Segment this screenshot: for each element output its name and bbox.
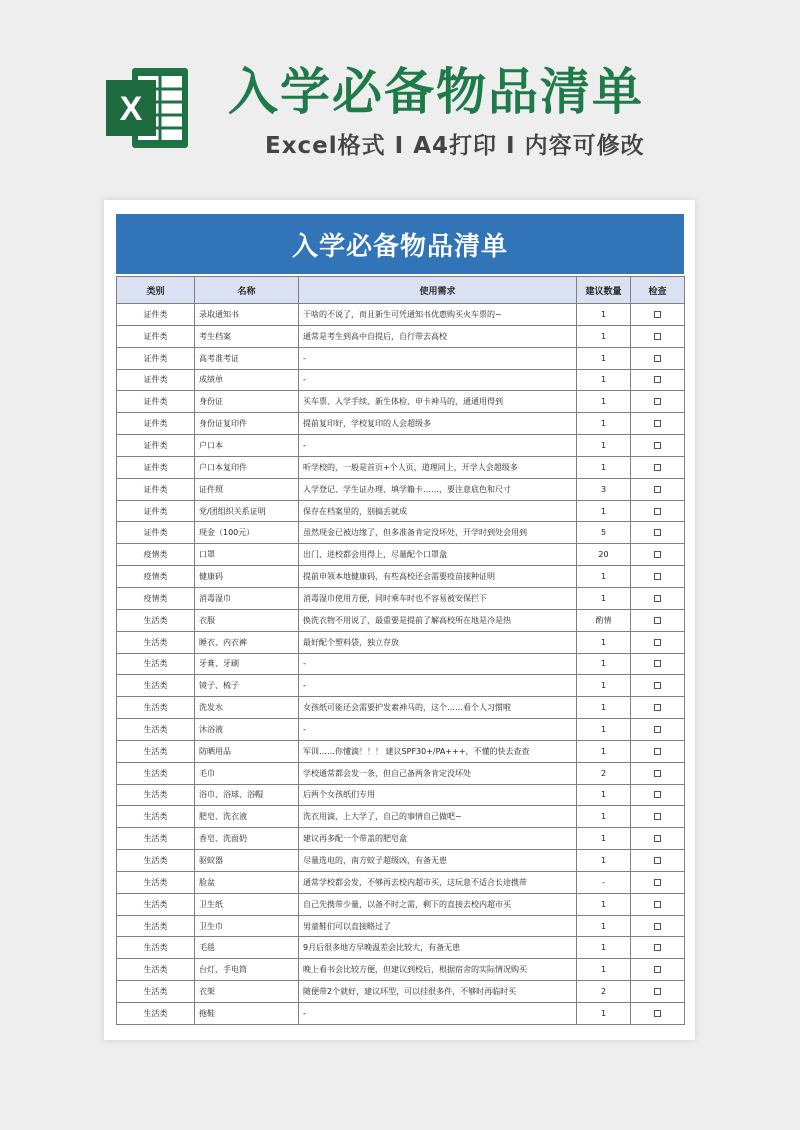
check-cell[interactable]: [631, 566, 685, 588]
item-name-cell: 毛巾: [195, 762, 299, 784]
checkbox[interactable]: [654, 355, 661, 362]
table-row: [117, 1003, 685, 1025]
category-cell: 证件类: [117, 347, 195, 369]
checkbox[interactable]: [654, 857, 661, 864]
table-row: [117, 937, 685, 959]
usage-cell: 换洗衣物不用说了，最重要是提前了解高校所在地是冷是热: [299, 609, 577, 631]
quantity-cell: 2: [577, 981, 631, 1003]
usage-cell: 尽量选电的，南方蚊子超级凶，有备无患: [299, 850, 577, 872]
check-cell[interactable]: [631, 981, 685, 1003]
quantity-cell: 1: [577, 697, 631, 719]
item-name-cell: 口罩: [195, 544, 299, 566]
item-name-cell: 身份证: [195, 391, 299, 413]
quantity-cell: 1: [577, 915, 631, 937]
checkbox[interactable]: [654, 704, 661, 711]
table-row: [117, 784, 685, 806]
column-header-usage: 使用需求: [299, 277, 577, 304]
check-cell[interactable]: [631, 609, 685, 631]
column-header-name: 名称: [195, 277, 299, 304]
check-cell[interactable]: [631, 915, 685, 937]
usage-cell: 男童鞋们可以直接略过了: [299, 915, 577, 937]
table-row: [117, 675, 685, 697]
table-row: [117, 347, 685, 369]
excel-icon: [102, 62, 194, 154]
category-cell: 疫情类: [117, 544, 195, 566]
quantity-cell: 1: [577, 631, 631, 653]
usage-cell: 听学校的，一般是首页+个人页，道理同上，开学人会超级多: [299, 456, 577, 478]
category-cell: 生活类: [117, 937, 195, 959]
checkbox[interactable]: [654, 791, 661, 798]
category-cell: 生活类: [117, 784, 195, 806]
checkbox[interactable]: [654, 464, 661, 471]
check-cell[interactable]: [631, 478, 685, 500]
checkbox[interactable]: [654, 944, 661, 951]
quantity-cell: 5: [577, 522, 631, 544]
category-cell: 生活类: [117, 609, 195, 631]
checkbox[interactable]: [654, 617, 661, 624]
checkbox[interactable]: [654, 486, 661, 493]
table-row: [117, 981, 685, 1003]
promo-subtitle: Excel格式 I A4打印 I 内容可修改: [265, 133, 645, 159]
quantity-cell: 1: [577, 413, 631, 435]
table-row: [117, 915, 685, 937]
item-name-cell: 睡衣、内衣裤: [195, 631, 299, 653]
usage-cell: 军训……你懂滴！！！ 建议SPF30+/PA+++，不懂的快去查查: [299, 740, 577, 762]
quantity-cell: 1: [577, 435, 631, 457]
usage-cell: -: [299, 347, 577, 369]
table-row: [117, 566, 685, 588]
usage-cell: 买车票、入学手续、新生体检、申卡神马的，通通用得到: [299, 391, 577, 413]
item-name-cell: 拖鞋: [195, 1003, 299, 1025]
table-row: [117, 871, 685, 893]
item-name-cell: 证件照: [195, 478, 299, 500]
category-cell: 证件类: [117, 413, 195, 435]
usage-cell: 虽然现金已被边缘了，但多准备肯定没坏处，开学时到处会用到: [299, 522, 577, 544]
promo-title: 入学必备物品清单: [228, 63, 644, 121]
item-name-cell: 洗发水: [195, 697, 299, 719]
check-cell[interactable]: [631, 522, 685, 544]
check-cell[interactable]: [631, 391, 685, 413]
quantity-cell: 1: [577, 587, 631, 609]
usage-cell: 干啥的不说了，而且新生可凭通知书优惠购买火车票的~: [299, 304, 577, 326]
check-cell[interactable]: [631, 762, 685, 784]
items-table: [116, 276, 685, 1025]
usage-cell: 洗衣用滴，上大学了，自己的事情自己做吧~: [299, 806, 577, 828]
item-name-cell: 衣服: [195, 609, 299, 631]
table-row: [117, 893, 685, 915]
category-cell: 证件类: [117, 325, 195, 347]
check-cell[interactable]: [631, 456, 685, 478]
check-cell[interactable]: [631, 850, 685, 872]
checkbox[interactable]: [654, 835, 661, 842]
category-cell: 生活类: [117, 915, 195, 937]
check-cell[interactable]: [631, 325, 685, 347]
table-row: [117, 609, 685, 631]
category-cell: 生活类: [117, 1003, 195, 1025]
category-cell: 证件类: [117, 369, 195, 391]
table-header-row: [117, 277, 685, 304]
usage-cell: 最好配个塑料袋，独立存放: [299, 631, 577, 653]
checkbox[interactable]: [654, 333, 661, 340]
quantity-cell: 1: [577, 675, 631, 697]
quantity-cell: 1: [577, 325, 631, 347]
checkbox[interactable]: [654, 879, 661, 886]
usage-cell: 学校通常都会发一条，但自己备两条肯定没坏处: [299, 762, 577, 784]
item-name-cell: 高考准考证: [195, 347, 299, 369]
usage-cell: 提前复印好，学校复印的人会超级多: [299, 413, 577, 435]
check-cell[interactable]: [631, 500, 685, 522]
item-name-cell: 浴巾、浴球、浴帽: [195, 784, 299, 806]
table-row: [117, 631, 685, 653]
category-cell: 生活类: [117, 806, 195, 828]
usage-cell: -: [299, 1003, 577, 1025]
category-cell: 证件类: [117, 478, 195, 500]
quantity-cell: 1: [577, 500, 631, 522]
item-name-cell: 脸盆: [195, 871, 299, 893]
table-row: [117, 697, 685, 719]
quantity-cell: 1: [577, 456, 631, 478]
sheet-title: 入学必备物品清单: [116, 214, 684, 274]
item-name-cell: 成绩单: [195, 369, 299, 391]
item-name-cell: 衣架: [195, 981, 299, 1003]
usage-cell: 通常学校都会发，不够再去校内超市买，这玩意不适合长途携带: [299, 871, 577, 893]
item-name-cell: 肥皂、洗衣液: [195, 806, 299, 828]
item-name-cell: 卫生纸: [195, 893, 299, 915]
quantity-cell: 1: [577, 1003, 631, 1025]
item-name-cell: 卫生巾: [195, 915, 299, 937]
quantity-cell: 1: [577, 893, 631, 915]
quantity-cell: 1: [577, 653, 631, 675]
quantity-cell: 1: [577, 740, 631, 762]
usage-cell: -: [299, 675, 577, 697]
category-cell: 证件类: [117, 500, 195, 522]
usage-cell: -: [299, 435, 577, 457]
table-row: [117, 544, 685, 566]
item-name-cell: 现金（100元）: [195, 522, 299, 544]
category-cell: 生活类: [117, 653, 195, 675]
item-name-cell: 台灯、手电筒: [195, 959, 299, 981]
checkbox[interactable]: [654, 639, 661, 646]
column-header-check: 检查: [631, 277, 685, 304]
checkbox[interactable]: [654, 1010, 661, 1017]
table-row: [117, 806, 685, 828]
quantity-cell: 1: [577, 828, 631, 850]
check-cell[interactable]: [631, 937, 685, 959]
category-cell: 证件类: [117, 391, 195, 413]
item-name-cell: 消毒湿巾: [195, 587, 299, 609]
check-cell[interactable]: [631, 653, 685, 675]
table-row: [117, 762, 685, 784]
checkbox[interactable]: [654, 551, 661, 558]
quantity-cell: 20: [577, 544, 631, 566]
quantity-cell: -: [577, 871, 631, 893]
usage-cell: -: [299, 369, 577, 391]
check-cell[interactable]: [631, 1003, 685, 1025]
table-row: [117, 435, 685, 457]
category-cell: 证件类: [117, 304, 195, 326]
column-header-category: 类别: [117, 277, 195, 304]
check-cell[interactable]: [631, 675, 685, 697]
table-row: [117, 740, 685, 762]
check-cell[interactable]: [631, 347, 685, 369]
table-row: [117, 369, 685, 391]
check-cell[interactable]: [631, 740, 685, 762]
category-cell: 生活类: [117, 762, 195, 784]
category-cell: 疫情类: [117, 566, 195, 588]
table-row: [117, 719, 685, 741]
check-cell[interactable]: [631, 871, 685, 893]
check-cell[interactable]: [631, 544, 685, 566]
check-cell[interactable]: [631, 435, 685, 457]
quantity-cell: 1: [577, 719, 631, 741]
checkbox[interactable]: [654, 901, 661, 908]
checkbox[interactable]: [654, 726, 661, 733]
check-cell[interactable]: [631, 304, 685, 326]
usage-cell: 9月后很多地方早晚温差会比较大，有备无患: [299, 937, 577, 959]
category-cell: 生活类: [117, 719, 195, 741]
checkbox[interactable]: [654, 770, 661, 777]
item-name-cell: 户口本复印件: [195, 456, 299, 478]
category-cell: 生活类: [117, 871, 195, 893]
usage-cell: 随便带2个就好，建议环型，可以挂很多件，不够时再临时买: [299, 981, 577, 1003]
usage-cell: 出门、进校都会用得上，尽量配个口罩盒: [299, 544, 577, 566]
item-name-cell: 户口本: [195, 435, 299, 457]
quantity-cell: 酌情: [577, 609, 631, 631]
item-name-cell: 牙膏、牙刷: [195, 653, 299, 675]
item-name-cell: 沐浴液: [195, 719, 299, 741]
category-cell: 生活类: [117, 959, 195, 981]
checkbox[interactable]: [654, 748, 661, 755]
table-row: [117, 478, 685, 500]
checkbox[interactable]: [654, 813, 661, 820]
usage-cell: 后两个女孩纸们专用: [299, 784, 577, 806]
category-cell: 生活类: [117, 981, 195, 1003]
item-name-cell: 驱蚊器: [195, 850, 299, 872]
checkbox[interactable]: [654, 376, 661, 383]
item-name-cell: 镜子、梳子: [195, 675, 299, 697]
checkbox[interactable]: [654, 966, 661, 973]
usage-cell: 晚上看书会比较方便，但建议到校后，根据宿舍的实际情况购买: [299, 959, 577, 981]
item-name-cell: 防晒用品: [195, 740, 299, 762]
quantity-cell: 1: [577, 369, 631, 391]
quantity-cell: 1: [577, 806, 631, 828]
table-row: [117, 850, 685, 872]
category-cell: 证件类: [117, 456, 195, 478]
item-name-cell: 录取通知书: [195, 304, 299, 326]
table-row: [117, 522, 685, 544]
quantity-cell: 1: [577, 959, 631, 981]
table-row: [117, 959, 685, 981]
check-cell[interactable]: [631, 784, 685, 806]
item-name-cell: 香皂、洗面奶: [195, 828, 299, 850]
checkbox[interactable]: [654, 442, 661, 449]
check-cell[interactable]: [631, 587, 685, 609]
usage-cell: 保存在档案里的，别搞丢就成: [299, 500, 577, 522]
table-row: [117, 500, 685, 522]
checkbox[interactable]: [654, 988, 661, 995]
usage-cell: 提前申领本地健康码，有些高校还会需要疫苗接种证明: [299, 566, 577, 588]
item-name-cell: 健康码: [195, 566, 299, 588]
item-name-cell: 党/团组织关系证明: [195, 500, 299, 522]
usage-cell: -: [299, 719, 577, 741]
usage-cell: 建议再多配一个带盖的肥皂盒: [299, 828, 577, 850]
category-cell: 生活类: [117, 850, 195, 872]
checkbox[interactable]: [654, 311, 661, 318]
category-cell: 生活类: [117, 828, 195, 850]
category-cell: 生活类: [117, 893, 195, 915]
checkbox[interactable]: [654, 923, 661, 930]
check-cell[interactable]: [631, 369, 685, 391]
checkbox[interactable]: [654, 660, 661, 667]
usage-cell: 女孩纸可能还会需要护发素神马的，这个……看个人习惯啦: [299, 697, 577, 719]
checkbox[interactable]: [654, 529, 661, 536]
check-cell[interactable]: [631, 631, 685, 653]
quantity-cell: 1: [577, 784, 631, 806]
category-cell: 生活类: [117, 675, 195, 697]
usage-cell: 自己先携带少量，以备不时之需，剩下的直接去校内超市买: [299, 893, 577, 915]
quantity-cell: 3: [577, 478, 631, 500]
checkbox[interactable]: [654, 595, 661, 602]
quantity-cell: 1: [577, 347, 631, 369]
quantity-cell: 1: [577, 304, 631, 326]
table-row: [117, 653, 685, 675]
checkbox[interactable]: [654, 508, 661, 515]
check-cell[interactable]: [631, 893, 685, 915]
checkbox[interactable]: [654, 398, 661, 405]
spreadsheet-page: [104, 200, 695, 1040]
category-cell: 生活类: [117, 740, 195, 762]
table-row: [117, 413, 685, 435]
check-cell[interactable]: [631, 719, 685, 741]
check-cell[interactable]: [631, 697, 685, 719]
table-row: [117, 304, 685, 326]
checkbox[interactable]: [654, 573, 661, 580]
category-cell: 生活类: [117, 631, 195, 653]
table-row: [117, 325, 685, 347]
quantity-cell: 1: [577, 850, 631, 872]
column-header-quantity: 建议数量: [577, 277, 631, 304]
excel-logo-letter: X: [119, 90, 143, 128]
quantity-cell: 1: [577, 391, 631, 413]
quantity-cell: 2: [577, 762, 631, 784]
checkbox[interactable]: [654, 682, 661, 689]
check-cell[interactable]: [631, 806, 685, 828]
item-name-cell: 身份证复印件: [195, 413, 299, 435]
item-name-cell: 考生档案: [195, 325, 299, 347]
table-row: [117, 391, 685, 413]
quantity-cell: 1: [577, 566, 631, 588]
category-cell: 疫情类: [117, 587, 195, 609]
usage-cell: -: [299, 653, 577, 675]
category-cell: 生活类: [117, 697, 195, 719]
table-row: [117, 587, 685, 609]
quantity-cell: 1: [577, 937, 631, 959]
check-cell[interactable]: [631, 413, 685, 435]
table-row: [117, 456, 685, 478]
checkbox[interactable]: [654, 420, 661, 427]
usage-cell: 消毒湿巾使用方便，同时乘车时也不容易被安保拦下: [299, 587, 577, 609]
usage-cell: 入学登记、学生证办理、填学籍卡……，要注意底色和尺寸: [299, 478, 577, 500]
table-row: [117, 828, 685, 850]
check-cell[interactable]: [631, 828, 685, 850]
usage-cell: 通常是考生到高中自提后，自行带去高校: [299, 325, 577, 347]
category-cell: 证件类: [117, 522, 195, 544]
item-name-cell: 毛毯: [195, 937, 299, 959]
category-cell: 证件类: [117, 435, 195, 457]
check-cell[interactable]: [631, 959, 685, 981]
